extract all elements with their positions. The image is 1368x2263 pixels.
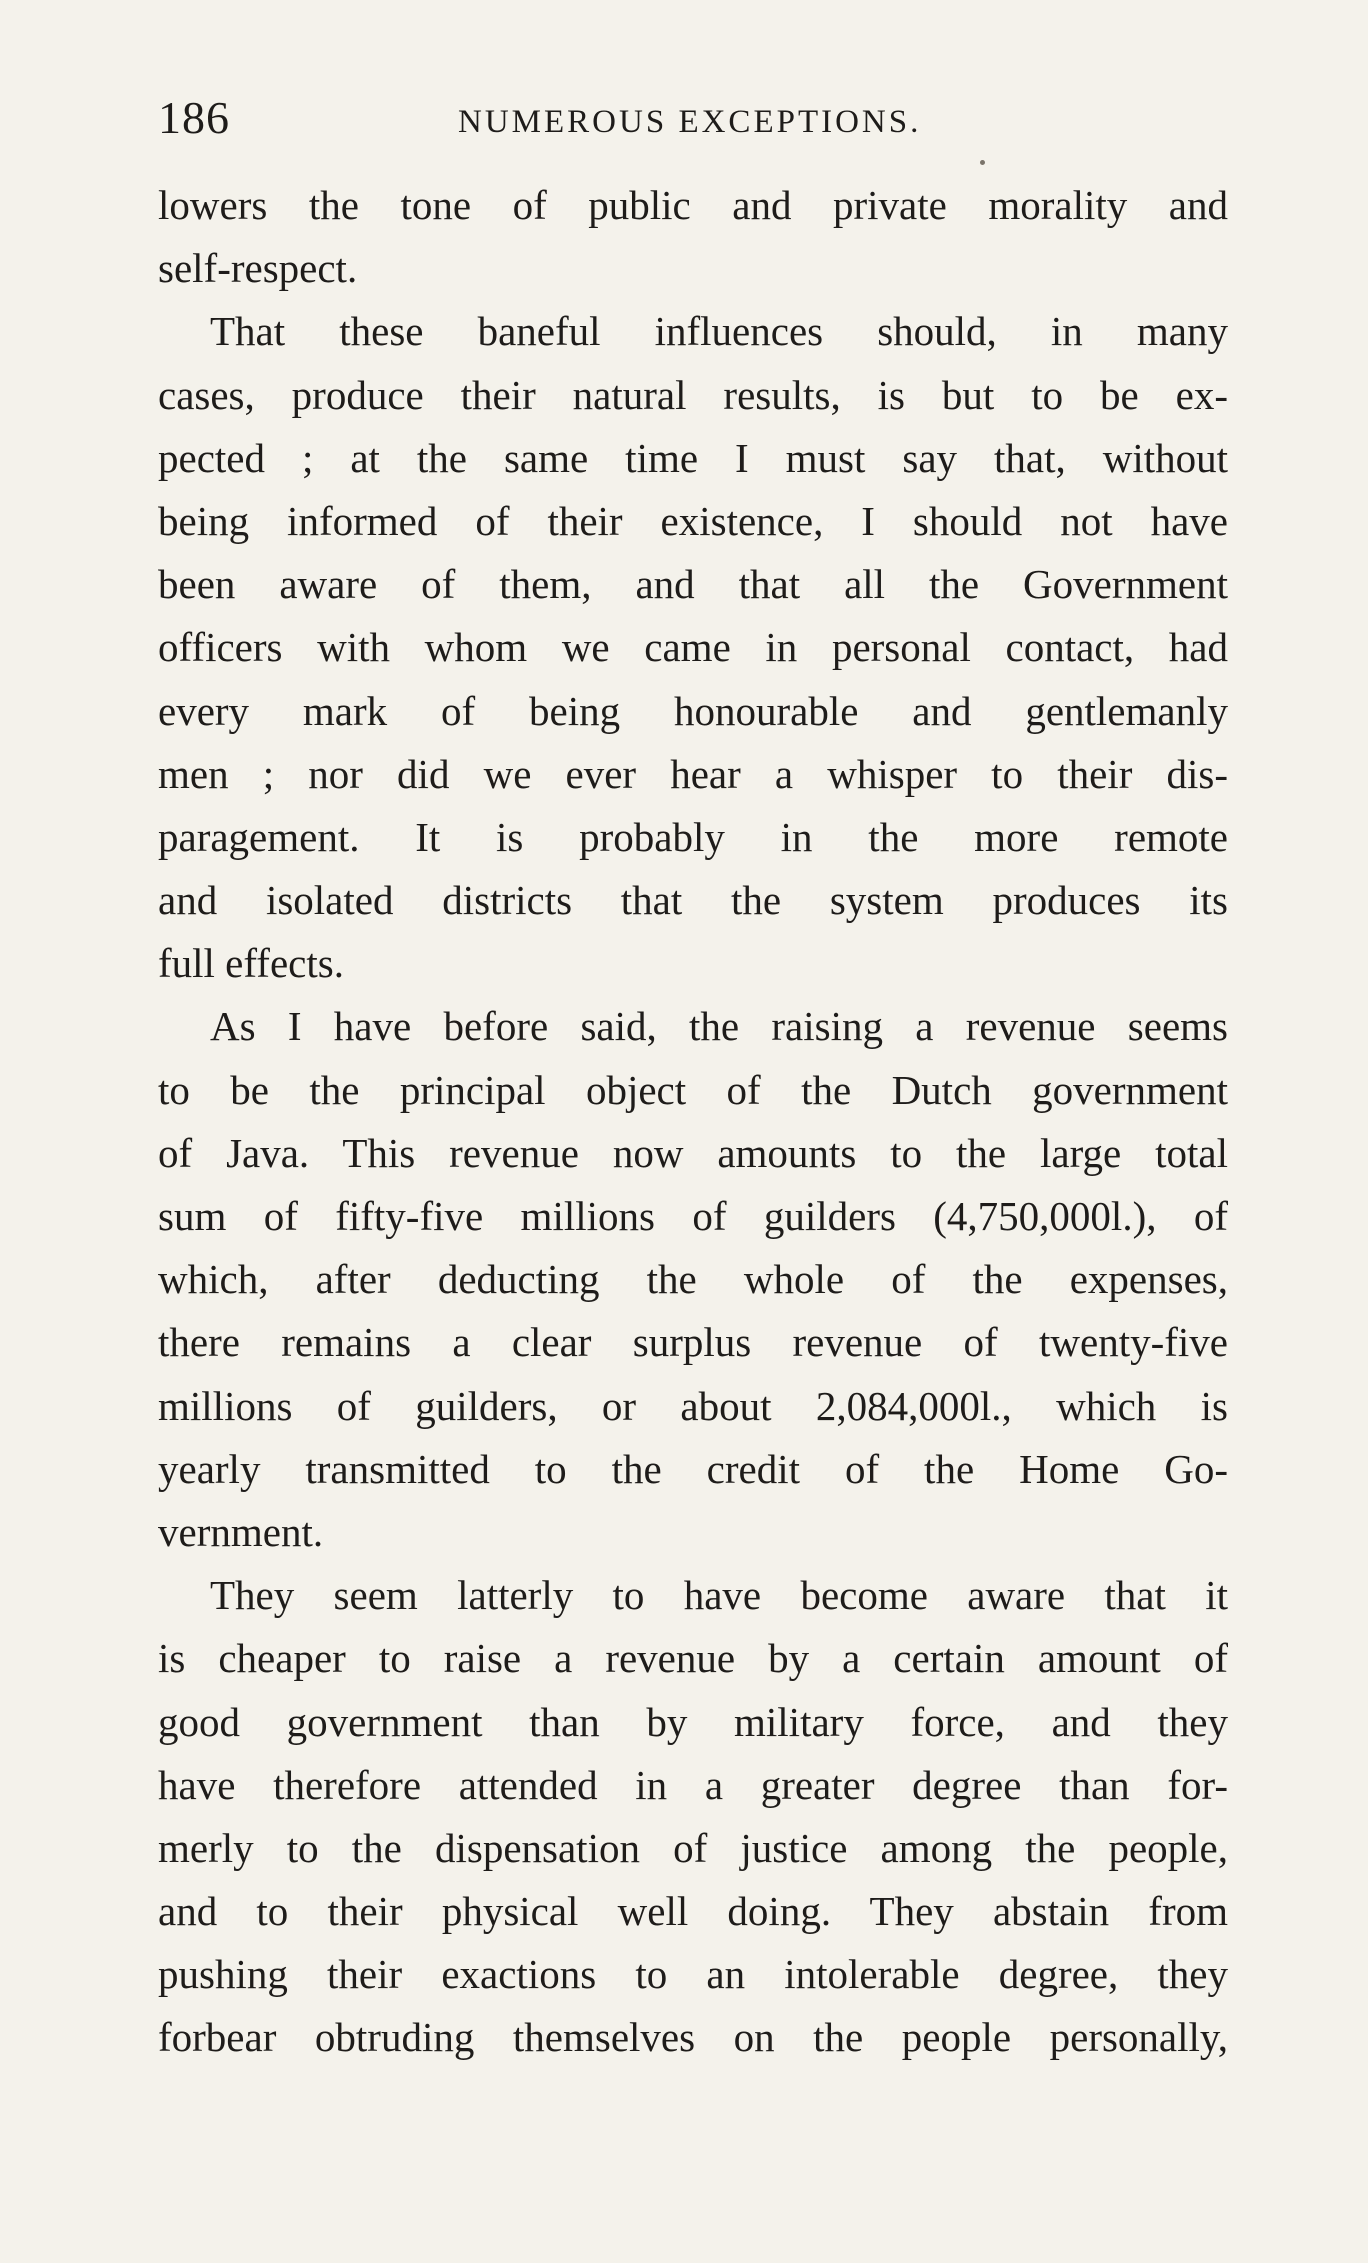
text-line: As I have before said, the raising a revenue seems <box>210 1003 1228 1050</box>
text-line: merly to the dispensation of justice among the people, <box>158 1824 1228 1871</box>
page-header <box>158 82 1228 152</box>
text-line: forbear obtruding themselves on the people personally, <box>158 2014 1228 2061</box>
text-line: vernment. <box>158 1508 324 1555</box>
text-line: men ; nor did we ever hear a whisper to their dis- <box>158 750 1228 797</box>
text-line: cases, produce their natural results, is but to be ex- <box>158 371 1228 418</box>
page-number: 186 <box>158 92 230 143</box>
running-head: NUMEROUS EXCEPTIONS. <box>458 104 922 140</box>
text-line: That these baneful influences should, in many <box>210 308 1228 355</box>
text-line: millions of guilders, or about 2,084,000l., which is <box>158 1382 1228 1429</box>
text-line: to be the principal object of the Dutch government <box>158 1066 1228 1113</box>
text-line: paragement. It is probably in the more remote <box>158 813 1228 860</box>
text-line: and isolated districts that the system produces its <box>158 877 1228 924</box>
text-line: sum of fifty-five millions of guilders (4,750,000l.), of <box>158 1193 1228 1239</box>
text-line: have therefore attended in a greater degree than for- <box>158 1761 1228 1808</box>
text-line: of Java. This revenue now amounts to the large total <box>158 1129 1228 1176</box>
text-line: pushing their exactions to an intolerable degree, they <box>158 1951 1228 1998</box>
text-line: lowers the tone of public and private morality and <box>158 182 1228 228</box>
text-line: good government than by military force, and they <box>158 1698 1228 1745</box>
text-line: there remains a clear surplus revenue of twenty-five <box>158 1319 1228 1366</box>
text-line: been aware of them, and that all the Government <box>158 561 1228 608</box>
text-line: pected ; at the same time I must say that, without <box>158 434 1228 481</box>
text-line: which, after deducting the whole of the expenses, <box>158 1256 1228 1303</box>
text-line: yearly transmitted to the credit of the Home Go- <box>158 1445 1228 1492</box>
body-text <box>158 174 1228 2070</box>
text-line: They seem latterly to have become aware that it <box>210 1572 1228 1619</box>
text-line: being informed of their existence, I should not have <box>158 497 1228 544</box>
text-line: self-respect. <box>158 245 358 292</box>
ink-speck <box>980 160 985 165</box>
text-line: and to their physical well doing. They abstain from <box>158 1888 1228 1935</box>
text-line: full effects. <box>158 940 344 987</box>
text-line: is cheaper to raise a revenue by a certain amount of <box>158 1635 1228 1682</box>
text-line: officers with whom we came in personal contact, had <box>158 624 1228 671</box>
text-line: every mark of being honourable and gentlemanly <box>158 687 1228 734</box>
